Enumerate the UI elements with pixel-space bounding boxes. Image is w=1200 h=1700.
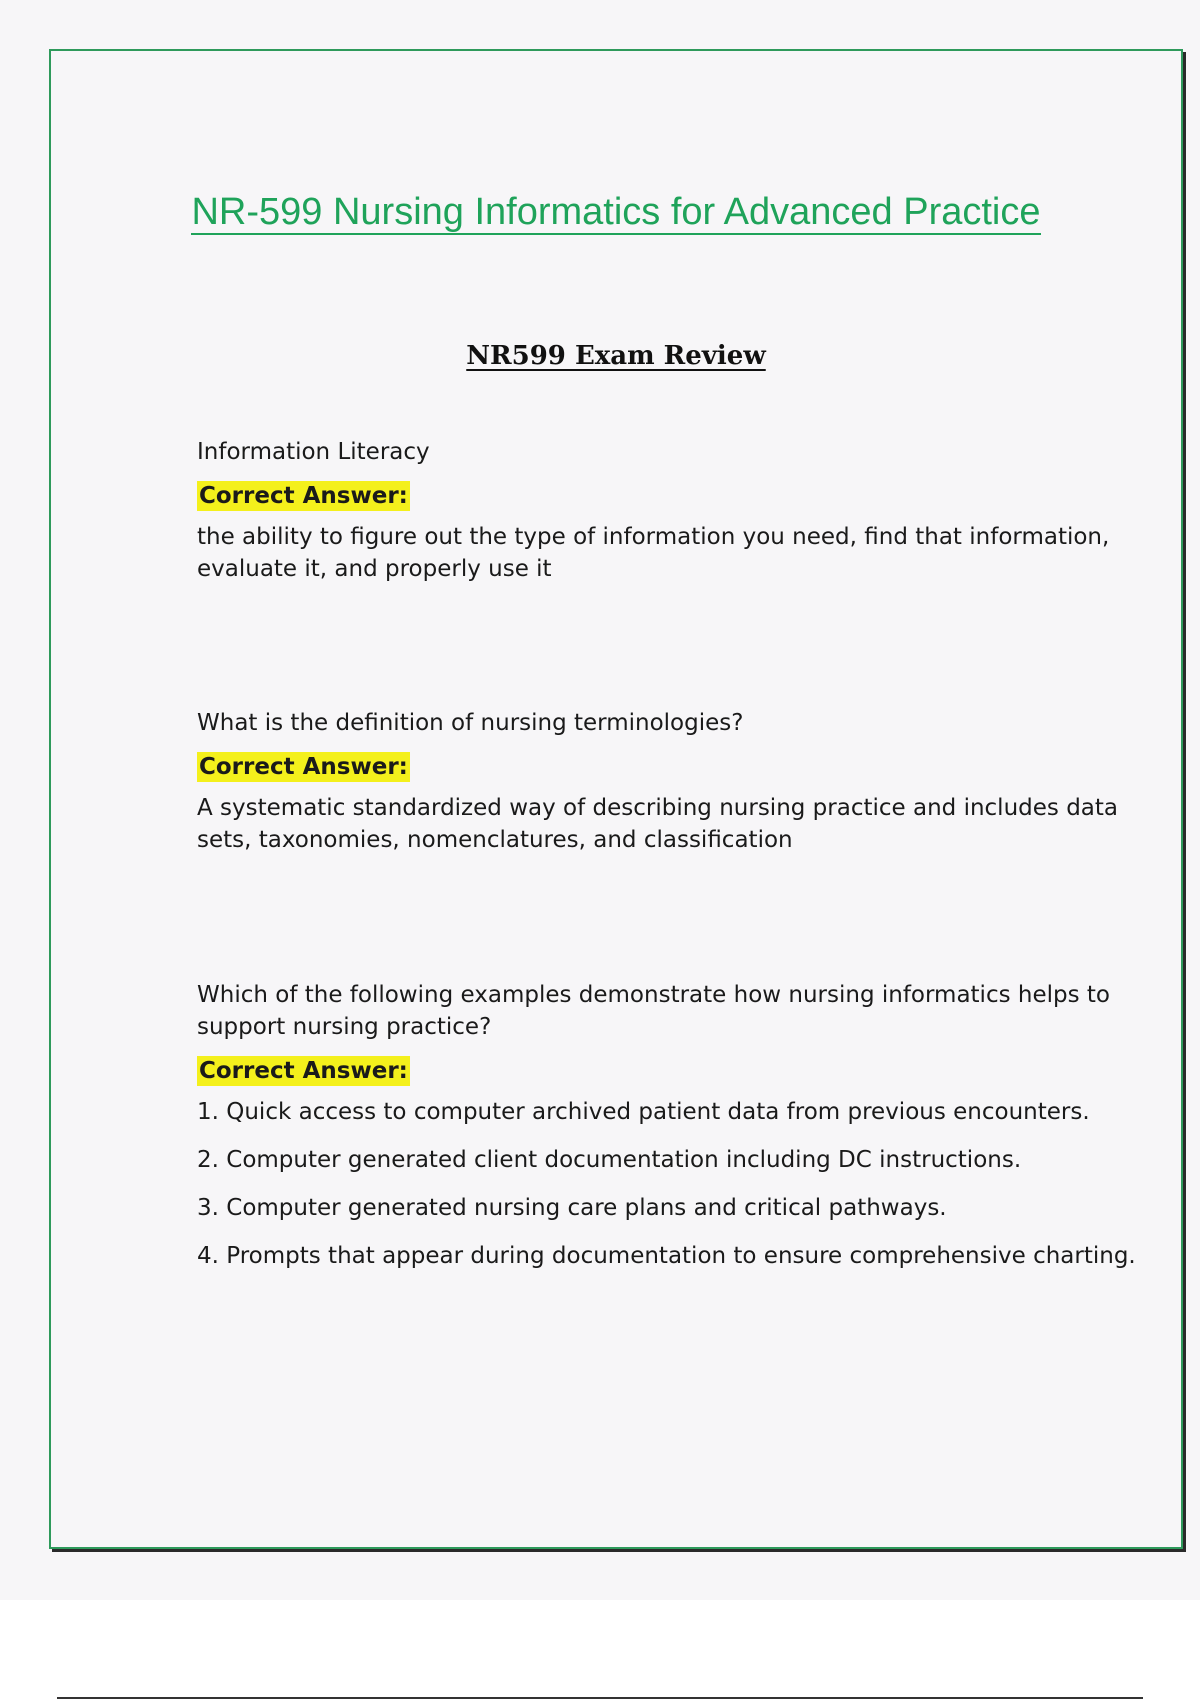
bottom-divider [57,1697,1143,1699]
qa-item-2 [197,707,1157,856]
answer-list-item: 4. Prompts that appear during documentation to ensure comprehensive charting. [197,1243,1136,1269]
answer-list-item: 3. Computer generated nursing care plans and critical pathways. [197,1195,947,1221]
answer-list [197,1096,1157,1272]
document-subtitle [51,341,1181,371]
correct-answer-label: Correct Answer: [199,754,408,780]
answer-text: A systematic standardized way of describing nursing practice and includes data sets, taxonomies, nomenclatures, and classification [197,795,1118,853]
document-page [49,49,1183,1549]
document-subtitle-text: NR599 Exam Review [466,341,766,371]
qa-item-1 [197,436,1157,585]
document-title [51,191,1181,234]
question-text: Which of the following examples demonstrate how nursing informatics helps to support nursing practice? [197,982,1110,1040]
answer-list-item: 2. Computer generated client documentation including DC instructions. [197,1147,1022,1173]
answer-text: the ability to figure out the type of information you need, find that information, evaluate it, and properly use it [197,524,1110,582]
correct-answer-label: Correct Answer: [199,483,408,509]
correct-answer-label: Correct Answer: [199,1058,408,1084]
question-text: Information Literacy [197,439,430,465]
document-title-text: NR-599 Nursing Informatics for Advanced Practice [191,191,1041,233]
qa-item-3 [197,979,1157,1288]
question-text: What is the definition of nursing terminologies? [197,710,744,736]
answer-list-item: 1. Quick access to computer archived patient data from previous encounters. [197,1099,1090,1125]
